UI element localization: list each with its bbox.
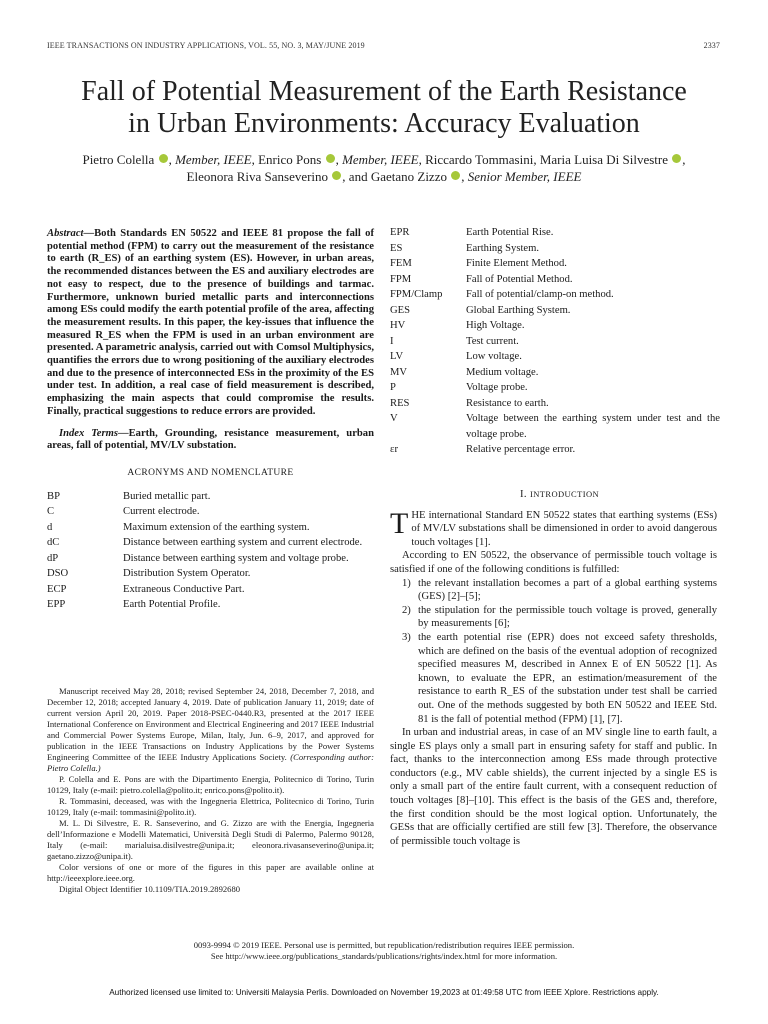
acronym-row bbox=[390, 256, 720, 272]
page-number: 2337 bbox=[703, 41, 720, 50]
introduction bbox=[390, 488, 717, 848]
abstract-label: Abstract bbox=[47, 228, 84, 239]
acronym-row bbox=[390, 349, 720, 365]
author-role: Senior Member, IEEE bbox=[467, 169, 582, 184]
list-number: 1) bbox=[402, 577, 411, 589]
acronym-row bbox=[390, 380, 720, 396]
acronyms-table-left bbox=[47, 489, 374, 613]
acronym-key: DSO bbox=[47, 568, 69, 580]
acronym-definition: Maximum extension of the earthing system. bbox=[123, 521, 310, 533]
acronym-key: LV bbox=[390, 351, 404, 362]
acronym-definition: High Voltage. bbox=[466, 320, 525, 331]
acronym-key: dC bbox=[47, 537, 60, 549]
footnote-affil: R. Tommasini, deceased, was with the Ingegneria Elettrica, Politecnico di Torino, Turin 10129, Italy (e-mail: tommasini@polito.it). bbox=[47, 796, 374, 817]
list-item bbox=[390, 631, 717, 726]
license-footer: Authorized licensed use limited to: Universiti Malaysia Perlis. Downloaded on November 19,2023 at 01:49:58 UTC from IEEE Xplore. Restrictions apply. bbox=[109, 988, 659, 997]
acronym-key: FPM bbox=[390, 273, 412, 285]
acronym-definition: Resistance to earth. bbox=[466, 397, 549, 409]
footnote-doi: Digital Object Identifier 10.1109/TIA.2019.2892680 bbox=[59, 884, 241, 894]
list-item bbox=[390, 577, 717, 604]
orcid-icon[interactable] bbox=[672, 154, 681, 163]
acronym-row bbox=[47, 504, 374, 520]
acronym-row bbox=[390, 442, 720, 458]
footnote-affil: P. Colella and E. Pons are with the Dipartimento Energia, Politecnico di Torino, Turin 10129, Italy (e-mail: pietro.colella@polito.it; enrico.pons@polito.it). bbox=[47, 774, 374, 795]
acronym-key: d bbox=[47, 521, 53, 533]
acronym-key: MV bbox=[390, 366, 408, 378]
copyright-notice: 0093-9994 © 2019 IEEE. Personal use is permitted, but republication/redistribution requires IEEE permission. See http://www.ieee.org/publications_standards/publications/rights/index.html for more information. bbox=[193, 940, 575, 961]
title-line-1: Fall of Potential Measurement of the Earth Resistance bbox=[81, 76, 687, 107]
dropcap: T bbox=[390, 506, 409, 540]
intro-paragraph: In urban and industrial areas, in case of an MV single line to earth fault, a single ES plays only a small part in ensuring safety for staff and public. In fact, thanks to the interconnection among ESs made through protective conductors (e.g., MV cable shields), the current injected by a single ES is only a small part of the entire fault current, with a consequent reduction of touch voltages [8]–[10]. This effect is the basis of the GES and, therefore, the first condition should be the most logical option. Unfortunately, the GESs that are officially certified are still few [3]. Therefore, the observance of permissible touch voltage is bbox=[390, 727, 717, 847]
acronym-row bbox=[390, 241, 720, 257]
acronym-key: εr bbox=[390, 444, 398, 455]
acronym-key: EPR bbox=[390, 227, 410, 238]
orcid-icon[interactable] bbox=[451, 171, 460, 180]
acronym-definition: Extraneous Conductive Part. bbox=[123, 583, 245, 595]
orcid-icon[interactable] bbox=[332, 171, 341, 180]
acronym-definition: Voltage between the earthing system under test and the voltage probe. bbox=[466, 413, 720, 440]
acronym-key: GES bbox=[390, 304, 411, 316]
footnote-color: Color versions of one or more of the figures in this paper are available online at http://ieeexplore.ieee.org. bbox=[47, 862, 374, 883]
acronym-key: I bbox=[390, 335, 394, 347]
acronym-definition: Distance between earthing system and current electrode. bbox=[123, 537, 363, 549]
acronym-key: FPM/Clamp bbox=[390, 289, 443, 300]
intro-paragraph: According to EN 50522, the observance of permissible touch voltage is satisfied if one of the following conditions is fulfilled: bbox=[390, 550, 717, 575]
list-number: 2) bbox=[402, 604, 411, 616]
acronym-definition: Earth Potential Rise. bbox=[466, 227, 554, 238]
acronym-row bbox=[47, 535, 374, 551]
author-role: Member, IEEE bbox=[342, 152, 419, 167]
acronym-definition: Global Earthing System. bbox=[466, 304, 571, 316]
running-header: IEEE TRANSACTIONS ON INDUSTRY APPLICATIONS, VOL. 55, NO. 3, MAY/JUNE 2019 bbox=[47, 41, 365, 50]
acronyms-heading: ACRONYMS AND NOMENCLATURE bbox=[127, 467, 294, 478]
acronym-definition: Earthing System. bbox=[466, 242, 539, 254]
abstract-text: —Both Standards EN 50522 and IEEE 81 propose the fall of potential method (FPM) to carry out the measurement of the resistance to earth (R_ES) of an earthing system (ES). However, in urban areas, the recommended distances between the ES and auxiliary electrodes are not easy to respect, due to the presence of buildings and tarmac. Furthermore, unknown buried metallic parts and interconnections among ESs could modify the earth potential profile of the area, affecting the measurement results. In this paper, the key-issues that influence the measured R_ES when the FPM is used in an urban environment are presented. A parametric analysis, carried out with Comsol Multiphysics, quantifies the errors due to wrong positioning of the auxiliary electrodes and due to the presence of interconnected ESs in the proximity of the ES under test. In addition, a real case of field measurement is described, emphasizing the main aspects that could compromise the results. Finally, practical suggestions to reduce errors are provided. bbox=[47, 228, 374, 417]
acronym-row bbox=[390, 318, 720, 334]
list-text: the earth potential rise (EPR) does not exceed safety thresholds, which are defined on the basis of the eventual adoption of recognized specified measures M, described in Annex E of EN 50522 [1]. As known, to evaluate the EPR, an estimation/measurement of the resistance to earth R_ES of the substation under test shall be carried out. One of the methods suggested by both EN 50522 and IEEE Std. 81 is the fall of potential method (FPM) [1], [7]. bbox=[418, 631, 717, 725]
acronym-row bbox=[47, 489, 374, 505]
acronyms-right-column bbox=[390, 225, 720, 458]
acronym-definition: Finite Element Method. bbox=[466, 258, 567, 269]
acronym-row bbox=[390, 272, 720, 288]
acronym-row bbox=[390, 303, 720, 319]
acronym-definition: Fall of Potential Method. bbox=[466, 273, 573, 285]
acronym-row bbox=[47, 551, 374, 567]
acronym-row bbox=[390, 396, 720, 412]
index-terms-text: —Earth, Grounding, resistance measurement, urban areas, fall of potential, MV/LV substation. bbox=[47, 427, 374, 452]
footnote-manuscript: Manuscript received May 28, 2018; revised September 24, 2018, December 7, 2018, and December 12, 2018; accepted January 4, 2019. Date of publication January 11, 2019; date of current version April 20, 2019. Paper 2018-PSEC-0440.R3, presented at the 2017 IEEE International Conference on Environment and Electrical Engineering and 2017 IEEE Industrial and Commercial Power Systems Europe, Milan, Italy, Jun. 6–9, 2017, and approved for publication in the IEEE Transactions on Industry Applications by the Power Systems Engineering Committee of the IEEE Industry Applications Society. (Corresponding author: Pietro Colella.) bbox=[47, 686, 374, 773]
acronym-definition: Medium voltage. bbox=[466, 366, 539, 378]
acronym-row bbox=[47, 597, 374, 613]
author-list: Pietro Colella , Member, IEEE, Enrico Pons , Member, IEEE, Riccardo Tommasini, Maria Luisa Di Silvestre , Eleonora Riva Sanseverino , and Gaetano Zizzo , Senior Member, IEEE bbox=[82, 152, 686, 184]
acronym-definition: Buried metallic part. bbox=[123, 490, 211, 502]
paper-title bbox=[30, 76, 738, 140]
acronym-key: HV bbox=[390, 320, 406, 331]
abstract bbox=[47, 228, 374, 419]
acronym-key: dP bbox=[47, 552, 59, 564]
author-name: Eleonora Riva Sanseverino bbox=[186, 169, 329, 184]
acronym-key: P bbox=[390, 382, 396, 393]
acronym-row bbox=[390, 411, 720, 442]
acronym-row bbox=[47, 566, 374, 582]
author-name: , and Gaetano Zizzo bbox=[342, 169, 447, 184]
orcid-icon[interactable] bbox=[326, 154, 335, 163]
acronym-row bbox=[390, 287, 720, 303]
footnotes bbox=[47, 686, 374, 895]
acronym-key: ES bbox=[390, 242, 403, 254]
acronym-definition: Test current. bbox=[466, 335, 519, 347]
abstract-column bbox=[47, 228, 374, 613]
acronym-row bbox=[47, 582, 374, 598]
intro-heading: I. INTRODUCTION bbox=[519, 489, 600, 500]
acronym-definition: Distribution System Operator. bbox=[123, 568, 251, 580]
acronym-definition: Low voltage. bbox=[466, 351, 522, 362]
acronym-key: ECP bbox=[47, 583, 67, 595]
acronym-key: C bbox=[47, 506, 55, 518]
acronym-row bbox=[390, 225, 720, 241]
list-item bbox=[390, 604, 717, 631]
intro-paragraph: THE international Standard EN 50522 states that earthing systems (ESs) of MV/LV substations shall be dimensioned in order to avoid dangerous touch voltages [1]. bbox=[390, 506, 717, 548]
title-line-2: in Urban Environments: Accuracy Evaluation bbox=[128, 108, 640, 139]
acronym-row bbox=[390, 365, 720, 381]
acronym-definition: Earth Potential Profile. bbox=[123, 599, 221, 611]
orcid-icon[interactable] bbox=[159, 154, 168, 163]
author-name: Riccardo Tommasini, Maria Luisa Di Silvestre bbox=[425, 152, 669, 167]
acronyms-section bbox=[47, 467, 374, 613]
acronym-key: RES bbox=[390, 397, 410, 409]
acronyms-table-right bbox=[390, 225, 720, 458]
acronym-definition: Relative percentage error. bbox=[466, 444, 576, 455]
index-terms bbox=[47, 428, 374, 453]
acronym-row bbox=[390, 334, 720, 350]
acronym-definition: Voltage probe. bbox=[466, 382, 528, 393]
acronym-row bbox=[47, 520, 374, 536]
author-role: Member, IEEE bbox=[175, 152, 252, 167]
conditions-list bbox=[390, 577, 717, 727]
list-text: the relevant installation becomes a part of a global earthing systems (GES) [2]–[5]; bbox=[418, 577, 717, 603]
acronym-definition: Fall of potential/clamp-on method. bbox=[466, 289, 614, 300]
list-number: 3) bbox=[402, 631, 411, 643]
author-name: Pietro Colella bbox=[82, 152, 155, 167]
acronym-definition: Distance between earthing system and voltage probe. bbox=[123, 552, 349, 564]
acronym-key: BP bbox=[47, 490, 60, 502]
index-terms-label: Index Terms bbox=[59, 427, 118, 439]
acronym-definition: Current electrode. bbox=[123, 506, 200, 518]
acronym-key: EPP bbox=[47, 599, 66, 611]
footnote-affil: M. L. Di Silvestre, E. R. Sanseverino, and G. Zizzo are with the Energia, Ingegneria dell’Informazione e Modelli Matematici, Università Degli Studi di Palermo, Palermo 90128, Italy (e-mail: marialuisa.disilvestre@unipa.it; eleonora.rivasanseverino@unipa.it; gaetano.zizzo@unipa.it). bbox=[47, 818, 374, 861]
acronym-key: FEM bbox=[390, 258, 412, 269]
author-name: Enrico Pons bbox=[258, 152, 322, 167]
list-text: the stipulation for the permissible touch voltage is proved, generally by measurements [6]; bbox=[418, 604, 717, 630]
acronym-key: V bbox=[390, 413, 398, 424]
